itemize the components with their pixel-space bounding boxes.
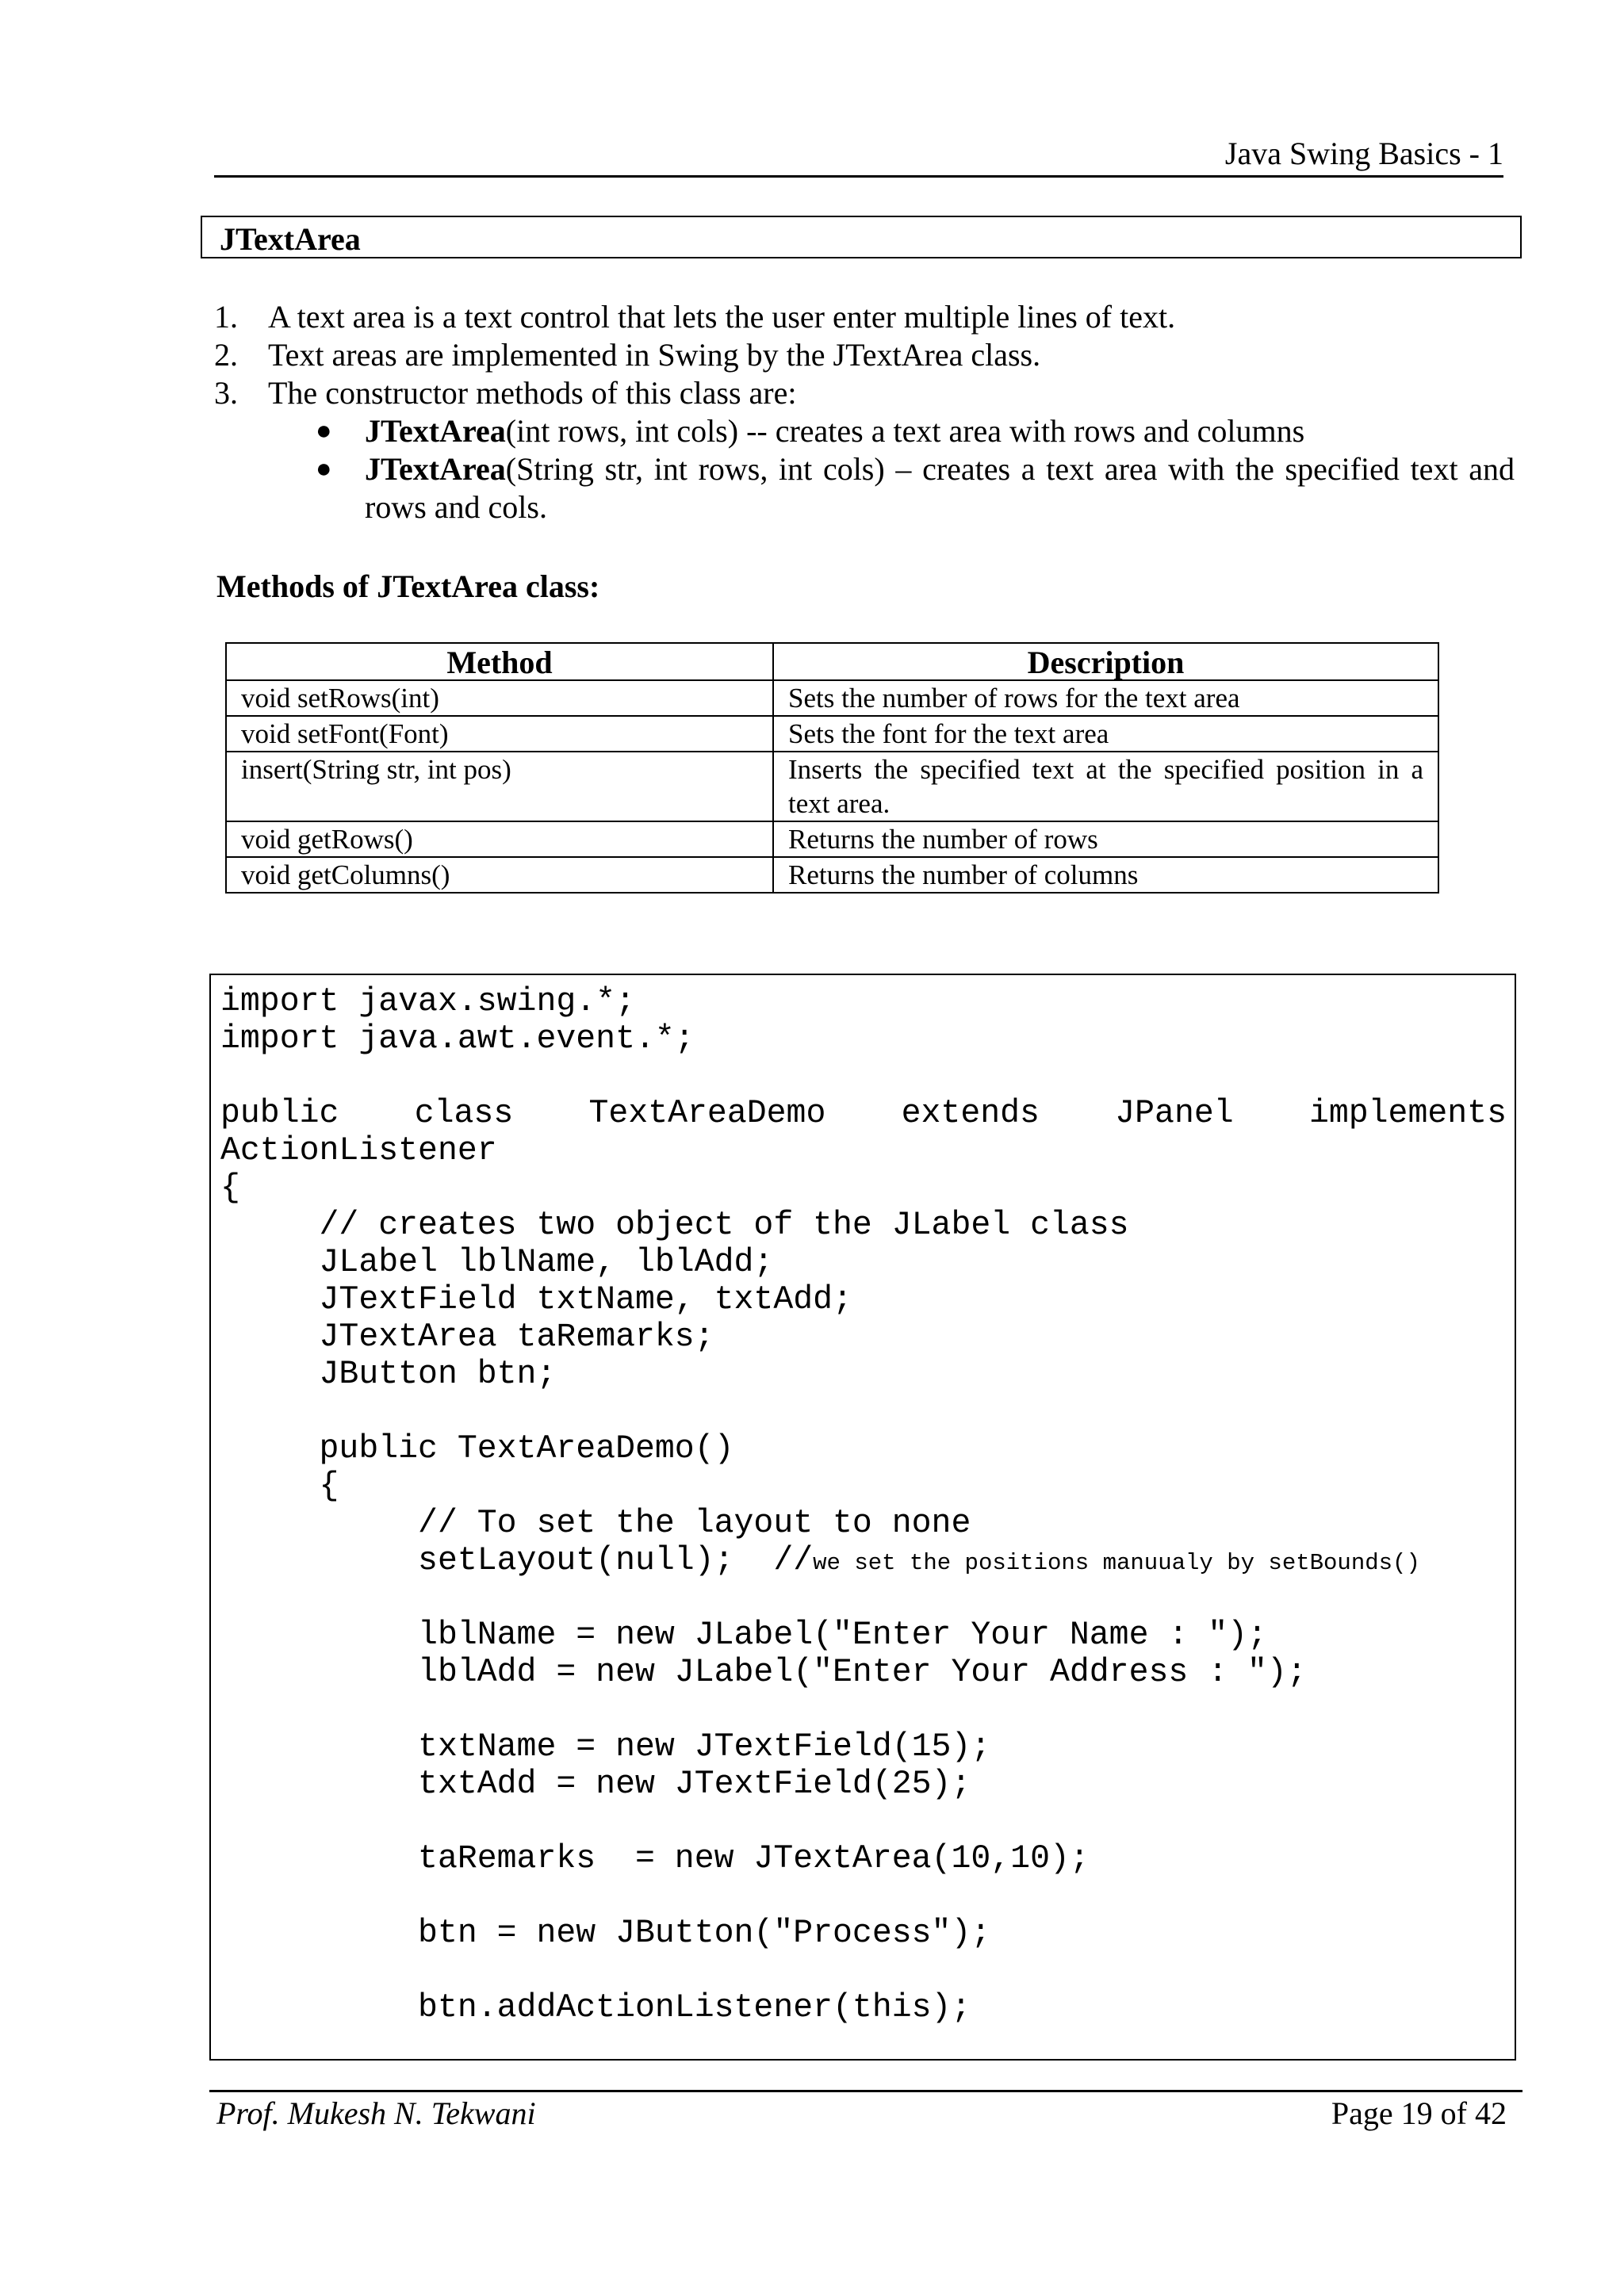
method-cell: insert(String str, int pos) bbox=[226, 752, 773, 821]
description-cell: Sets the number of rows for the text area bbox=[773, 680, 1438, 716]
method-cell: void setFont(Font) bbox=[226, 716, 773, 752]
code-line: JButton btn; bbox=[220, 1356, 557, 1393]
code-line: // To set the layout to none bbox=[220, 1505, 971, 1542]
list-item bbox=[214, 298, 1515, 336]
list-item-text: Text areas are implemented in Swing by the JTextArea class. bbox=[268, 337, 1041, 373]
list-item bbox=[214, 336, 1515, 374]
table-row bbox=[226, 857, 1438, 893]
constructor-list bbox=[214, 412, 1515, 526]
list-number: 3. bbox=[214, 375, 238, 411]
method-cell: void getRows() bbox=[226, 821, 773, 857]
bullet-icon: ● bbox=[316, 416, 332, 446]
code-block bbox=[220, 983, 1507, 2026]
description-cell: Returns the number of rows bbox=[773, 821, 1438, 857]
code-token: JPanel bbox=[1115, 1095, 1234, 1132]
bullet-item bbox=[214, 450, 1515, 526]
bullet-item bbox=[214, 412, 1515, 450]
table-row bbox=[226, 752, 1438, 821]
constructor-desc: (String str, int rows, int cols) – creates a text area with the specified text and rows and cols. bbox=[365, 451, 1515, 525]
constructor-desc: (int rows, int cols) -- creates a text area with rows and columns bbox=[505, 413, 1305, 449]
code-token: class bbox=[414, 1095, 514, 1132]
methods-table bbox=[225, 642, 1439, 894]
section-title: JTextArea bbox=[220, 221, 361, 257]
code-line bbox=[220, 1542, 1507, 1579]
footer-page-number: Page 19 of 42 bbox=[1331, 2095, 1507, 2131]
code-line: import java.awt.event.*; bbox=[220, 1020, 695, 1058]
code-line: // creates two object of the JLabel class bbox=[220, 1207, 1129, 1244]
code-line: { bbox=[220, 1468, 339, 1505]
column-header: Description bbox=[773, 643, 1438, 680]
table-row bbox=[226, 821, 1438, 857]
code-line: txtName = new JTextField(15); bbox=[220, 1728, 991, 1766]
table-row bbox=[226, 680, 1438, 716]
code-comment: we set the positions manuualy by setBounds() bbox=[813, 1550, 1420, 1576]
code-token: public bbox=[220, 1095, 339, 1132]
code-text: setLayout(null); // bbox=[220, 1542, 814, 1579]
code-token: TextAreaDemo bbox=[588, 1095, 826, 1132]
code-line: lblAdd = new JLabel("Enter Your Address : "); bbox=[220, 1654, 1307, 1691]
code-line: JLabel lblName, lblAdd; bbox=[220, 1244, 774, 1281]
code-line: btn = new JButton("Process"); bbox=[220, 1915, 991, 1952]
code-line: lblName = new JLabel("Enter Your Name : "); bbox=[220, 1617, 1267, 1654]
section-title-box bbox=[201, 216, 1522, 258]
code-line: public TextAreaDemo() bbox=[220, 1430, 734, 1468]
code-line: import javax.swing.*; bbox=[220, 983, 635, 1020]
footer-rule bbox=[209, 2090, 1522, 2092]
description-cell: Returns the number of columns bbox=[773, 857, 1438, 893]
bullet-icon: ● bbox=[316, 454, 332, 484]
list-number: 2. bbox=[214, 337, 238, 373]
list-item-text: The constructor methods of this class are: bbox=[268, 375, 797, 411]
method-cell: void getColumns() bbox=[226, 857, 773, 893]
method-cell: void setRows(int) bbox=[226, 680, 773, 716]
description-cell: Inserts the specified text at the specified position in a text area. bbox=[773, 752, 1438, 821]
code-line: JTextField txtName, txtAdd; bbox=[220, 1281, 852, 1318]
code-line: txtAdd = new JTextField(25); bbox=[220, 1766, 971, 1803]
code-line: JTextArea taRemarks; bbox=[220, 1318, 714, 1356]
code-line: ActionListener bbox=[220, 1132, 497, 1169]
list-item-text: A text area is a text control that lets the user enter multiple lines of text. bbox=[268, 299, 1176, 335]
footer-author: Prof. Mukesh N. Tekwani bbox=[216, 2095, 536, 2131]
code-token: extends bbox=[901, 1095, 1040, 1132]
code-line: { bbox=[220, 1169, 240, 1207]
list-item bbox=[214, 374, 1515, 412]
code-line-class-declaration bbox=[220, 1095, 1507, 1132]
page-header-title: Java Swing Basics - 1 bbox=[1224, 136, 1503, 171]
table-row bbox=[226, 716, 1438, 752]
constructor-name: JTextArea bbox=[365, 413, 506, 449]
intro-list bbox=[214, 298, 1515, 526]
table-header-row bbox=[226, 643, 1438, 680]
code-token: implements bbox=[1308, 1095, 1507, 1132]
methods-heading: Methods of JTextArea class: bbox=[216, 568, 600, 604]
constructor-name: JTextArea bbox=[365, 451, 506, 487]
code-line: btn.addActionListener(this); bbox=[220, 1989, 971, 2026]
column-header: Method bbox=[226, 643, 773, 680]
code-listing bbox=[209, 974, 1516, 2061]
header-rule bbox=[214, 175, 1503, 178]
code-line: taRemarks = new JTextArea(10,10); bbox=[220, 1840, 1090, 1877]
description-cell: Sets the font for the text area bbox=[773, 716, 1438, 752]
list-number: 1. bbox=[214, 299, 238, 335]
